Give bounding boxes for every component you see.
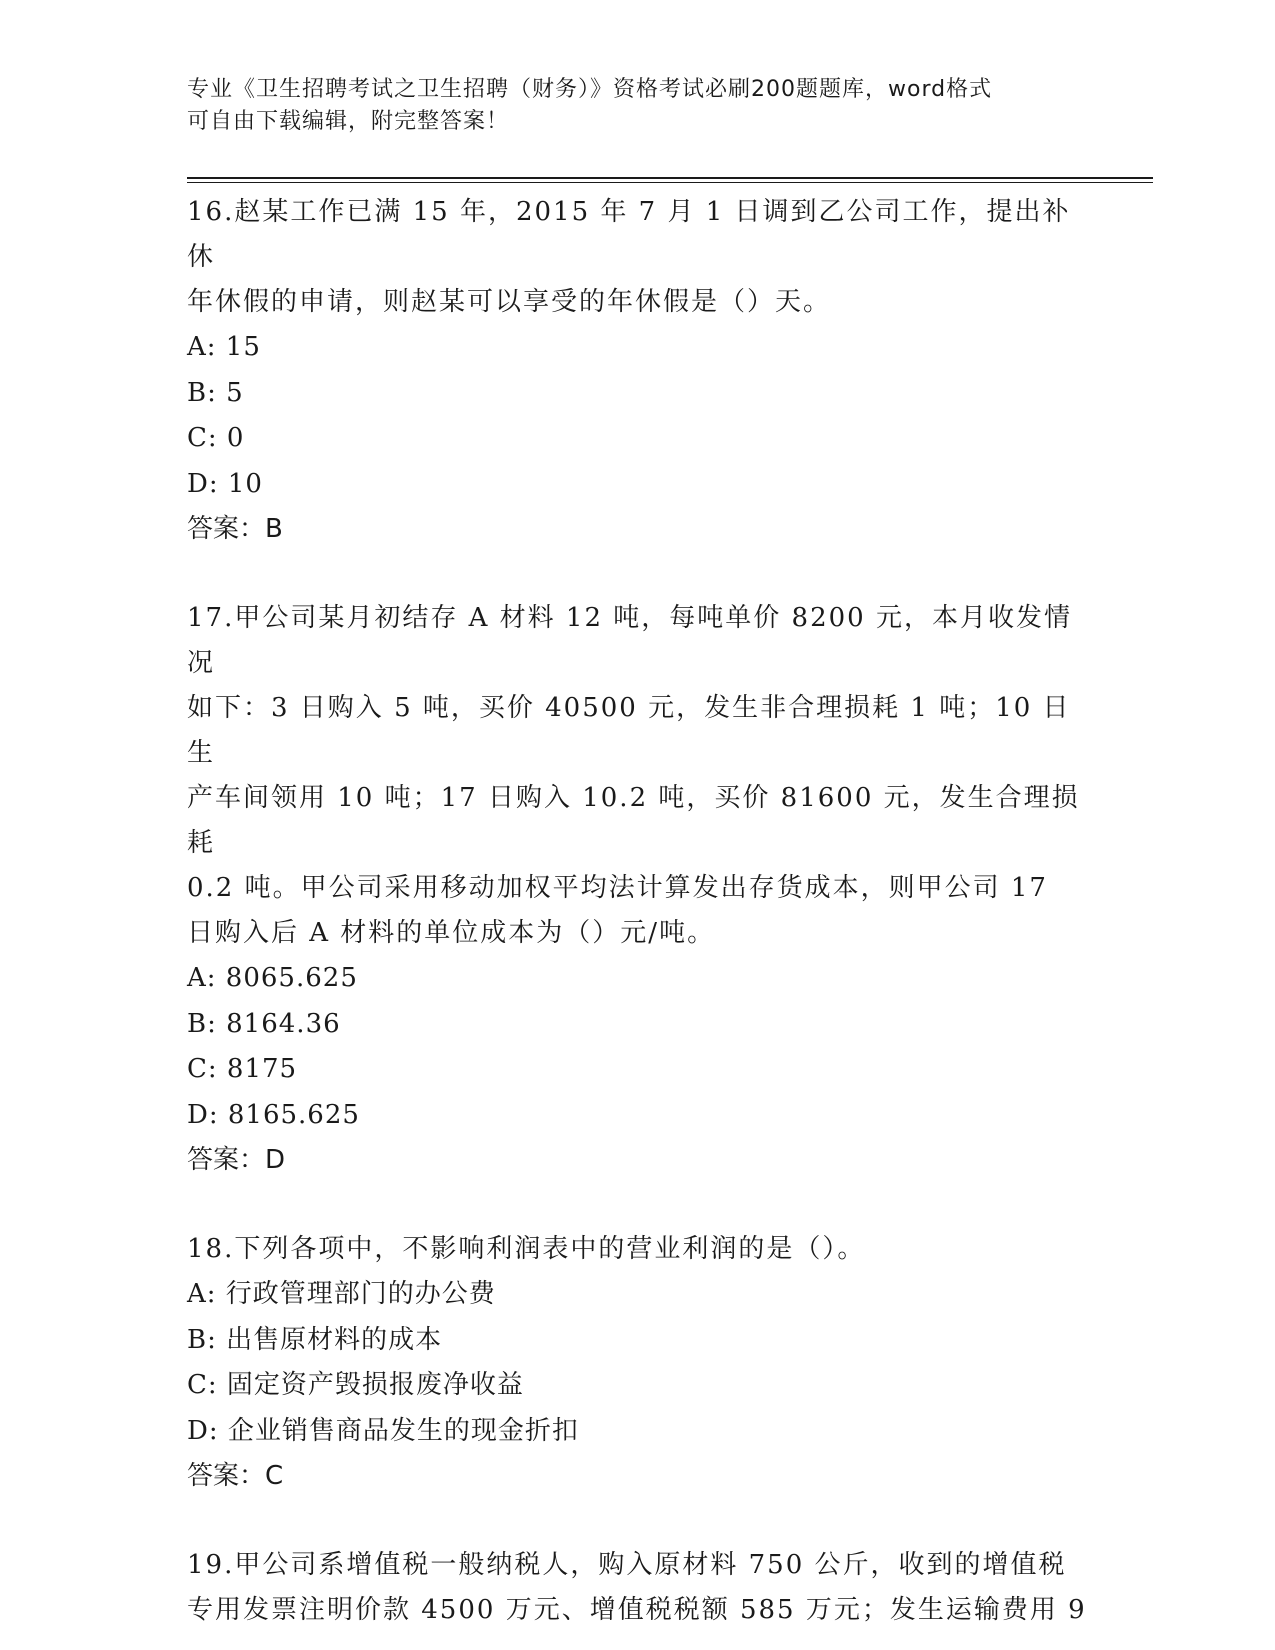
option-d: D: 企业销售商品发生的现金折扣 — [187, 1415, 579, 1446]
answer-line: 答案：C — [187, 1461, 284, 1491]
header-divider-thin — [187, 182, 1153, 183]
question-19 — [187, 1543, 1087, 1633]
answer-line: 答案：B — [187, 514, 283, 544]
spacer — [187, 551, 1087, 596]
question-list — [187, 190, 1087, 1633]
header-line-1: 专业《卫生招聘考试之卫生招聘（财务）》资格考试必刷200题题库，word格式 — [187, 77, 993, 102]
question-16 — [187, 190, 1087, 551]
question-text-line: 专用发票注明价款 4500 万元、增值税税额 585 万元；发生运输费用 9 — [187, 1595, 1087, 1625]
option-c: C: 8175 — [187, 1054, 298, 1084]
question-text-line: 如下：3 日购入 5 吨，买价 40500 元，发生非合理损耗 1 吨；10 日生 — [187, 693, 1071, 768]
option-d: D: 10 — [187, 468, 263, 499]
option-c: C: 固定资产毁损报废净收益 — [187, 1370, 524, 1400]
option-b: B: 8164.36 — [187, 1008, 341, 1039]
question-text-line: 19.甲公司系增值税一般纳税人，购入原材料 750 公斤，收到的增值税 — [187, 1550, 1067, 1580]
question-text-line: 16.赵某工作已满 15 年，2015 年 7 月 1 日调到乙公司工作，提出补休 — [187, 197, 1071, 272]
header-line-2: 可自由下载编辑，附完整答案！ — [187, 109, 510, 134]
question-text-line: 产车间领用 10 吨；17 日购入 10.2 吨，买价 81600 元，发生合理损耗 — [187, 783, 1080, 858]
answer-line: 答案：D — [187, 1145, 286, 1175]
question-text-line: 17.甲公司某月初结存 A 材料 12 吨，每吨单价 8200 元，本月收发情况 — [187, 603, 1072, 678]
document-header — [187, 74, 1067, 138]
option-a: A: 行政管理部门的办公费 — [187, 1279, 496, 1309]
spacer — [187, 1498, 1087, 1543]
option-c: C: 0 — [187, 423, 245, 453]
question-text-line: 年休假的申请，则赵某可以享受的年休假是（）天。 — [187, 287, 832, 317]
option-d: D: 8165.625 — [187, 1099, 360, 1130]
question-text-line: 0.2 吨。甲公司采用移动加权平均法计算发出存货成本，则甲公司 17 — [187, 873, 1048, 903]
option-a: A: 8065.625 — [187, 963, 358, 993]
question-17 — [187, 596, 1087, 1182]
option-b: B: 5 — [187, 377, 244, 408]
question-text-line: 日购入后 A 材料的单位成本为（）元/吨。 — [187, 918, 716, 948]
option-a: A: 15 — [187, 332, 261, 362]
question-18 — [187, 1227, 1087, 1498]
spacer — [187, 1182, 1087, 1227]
header-divider — [187, 177, 1153, 179]
option-b: B: 出售原材料的成本 — [187, 1324, 443, 1355]
question-text-line: 18.下列各项中，不影响利润表中的营业利润的是（）。 — [187, 1234, 866, 1264]
